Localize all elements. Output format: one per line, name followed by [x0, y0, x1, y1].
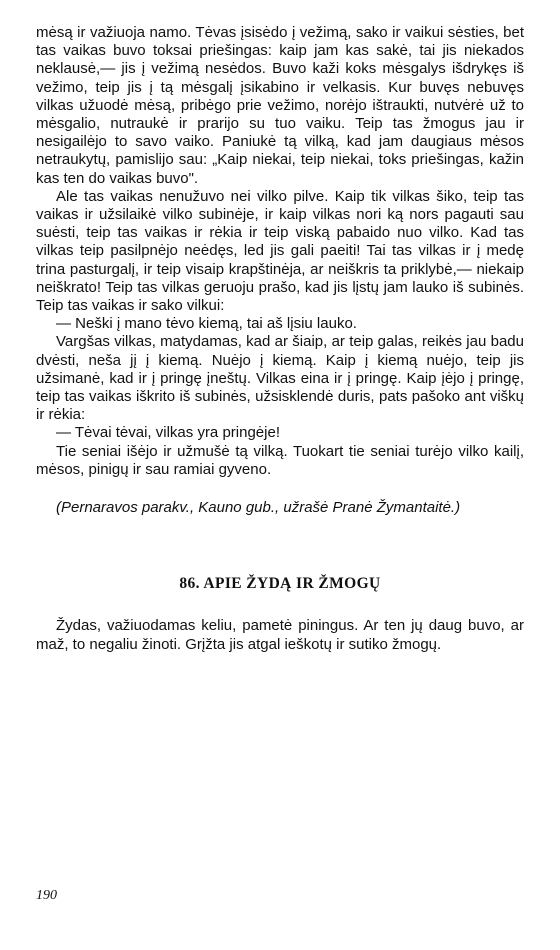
story-heading: 86. APIE ŽYDĄ IR ŽMOGŲ: [179, 575, 381, 593]
dialogue-line: — Neški į mano tėvo kiemą, tai aš lįsiu lauko.: [56, 315, 357, 333]
book-page: [36, 24, 524, 654]
paragraph: Tie seniai išėjo ir užmušė tą vilką. Tuokart tie seniai turėjo vilko kailį, mėsos, pinigų ir sau ramiai gyveno.: [36, 442, 524, 478]
paragraph: Vargšas vilkas, matydamas, kad ar šiaip, ar teip galas, reikės jau badu dvėsti, neša jį į kiemą. Nuėjo į kiemą. Kaip į kiemą nuėjo, teip jis užsimanė, kad ir į pringę įneštų. Vilkas eina ir į pringę. Kaip įėjo į pringę, teip tas vaikas iškrito iš subinės, užsisklendė duris, pats pašoko ant viškų ir rėkia:: [36, 333, 524, 424]
paragraph: Ale tas vaikas nenužuvo nei vilko pilve. Kaip tik vilkas šiko, teip tas vaikas ir užsilaikė vilko subinėje, ir kaip vilkas nori ką nors pagauti sau suėsti, teip tas vaikas ir rėkia ir teip viską pabaido nuo vilko. Kad tas vilkas teip pasilpnėjo neėdęs, led jis gali paeiti! Tai tas vilkas ir į medę trina pasturgalį, ir teip visaip krapštinėja, ar neiškris ta priklybė,— niekaip neiškrato! Teip tas vilkas geruoju prašo, kad jis lįstų jam lauko iš subinės. Teip tas vaikas ir sako vilkui:: [36, 187, 524, 315]
story-paragraph: Žydas, važiuodamas keliu, pametė piningus. Ar ten jų daug buvo, ar maž, to negaliu žinoti. Grįžta jis atgal ieškotų ir sutiko žmogų.: [36, 617, 524, 653]
dialogue-line: — Tėvai tėvai, vilkas yra pringėje!: [56, 424, 280, 442]
paragraph-continued: mėsą ir važiuoja namo. Tėvas įsisėdo į vežimą, sako ir vaikui sėsties, bet tas vaikas buvo toksai priešingas: kaip jam kas sakė, tai jis niekados neklausė,— jis į vežimą nesėdos. Buvo kaži koks mėsgalys išdrykęs iš vežimo, teip jis į tą mėsgalį įsikabino ir velkasis. Kur buvęs nebuvęs vilkas užuodė mėsą, pribėgo prie vežimo, norėjo ištraukti, nutvėrė už to mėsgalio, nutraukė ir prarijo su tuo vaiku. Teip tas žmogus jau ir nesigailėjo to savo vaiko. Paniukė tą vilką, kad jam daugiaus mėsos netraukytų, pamislijo sau: „Kaip niekai, teip niekai, toks priešingas, kažin kas ten do vaikas buvo".: [36, 24, 524, 187]
source-note: (Pernaravos parakv., Kauno gub., užrašė Pranė Žymantaitė.): [56, 499, 461, 517]
page-number: 190: [36, 888, 57, 903]
